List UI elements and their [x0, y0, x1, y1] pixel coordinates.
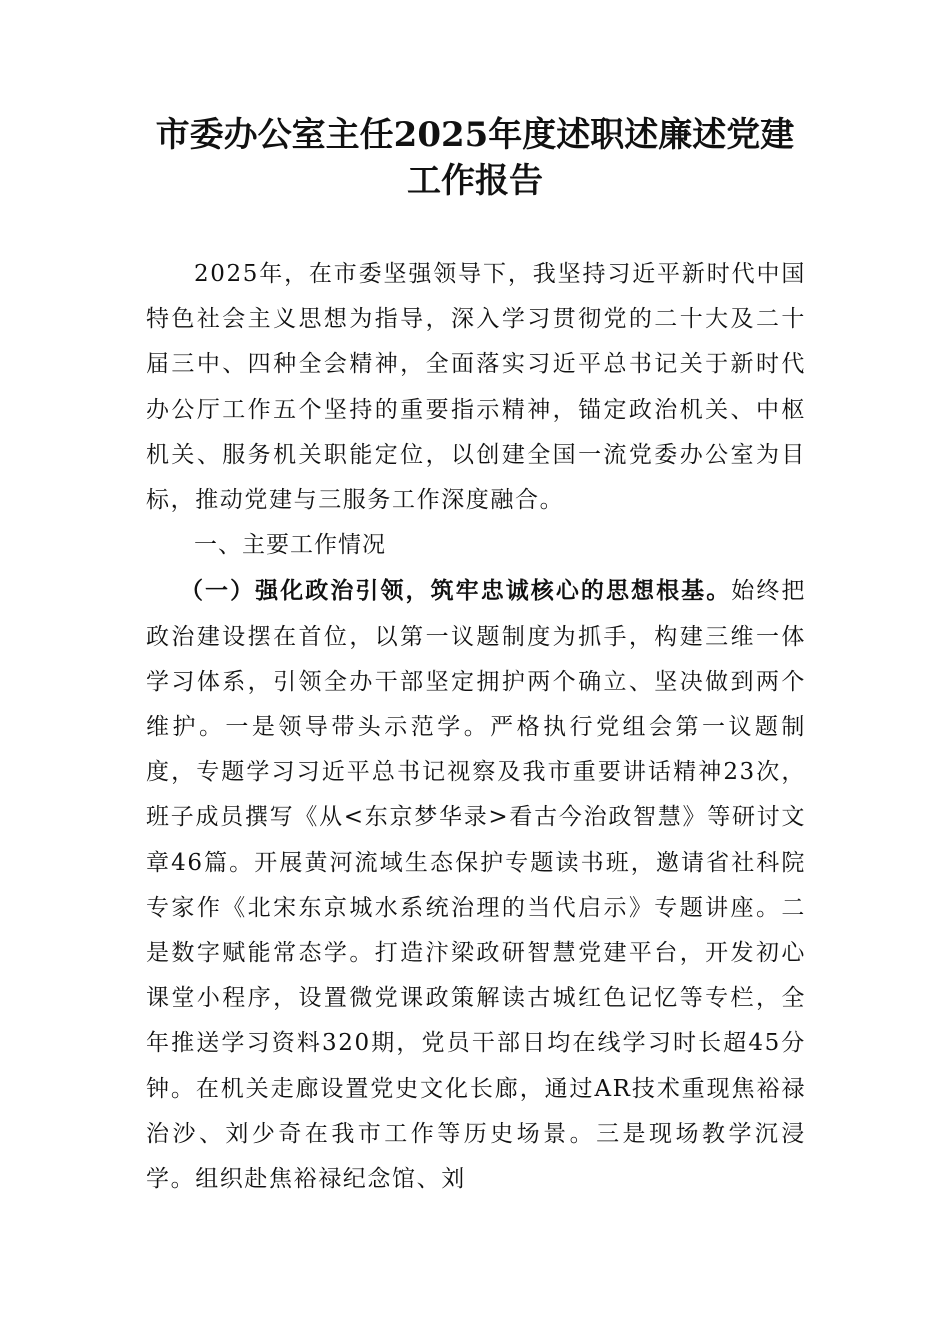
title-line-2: 工作报告 — [407, 161, 543, 201]
title-line-1: 市委办公室主任2025年度述职述廉述党建 — [155, 115, 795, 155]
intro-paragraph: 2025年，在市委坚强领导下，我坚持习近平新时代中国特色社会主义思想为指导，深入学习贯彻党的二十大及二十届三中、四种全会精神，全面落实习近平总书记关于新时代办公厅工作五个坚持的重要指示精神，锚定政治机关、中枢机关、服务机关职能定位，以创建全国一流党委办公室为目标，推动党建与三服务工作深度融合。 — [146, 261, 806, 514]
document-title — [120, 112, 830, 204]
section-heading-1: 一、主要工作情况 — [194, 532, 386, 559]
subsection-body-1: 始终把政治建设摆在首位，以第一议题制度为抓手，构建三维一体学习体系，引领全办干部坚定拥护两个确立、坚决做到两个维护。一是领导带头示范学。严格执行党组会第一议题制度，专题学习习近平总书记视察及我市重要讲话精神23次，班子成员撰写《从<东京梦华录>看古今治政智慧》等研讨文章46篇。开展黄河流域生态保护专题读书班，邀请省社科院专家作《北宋东京城水系统治理的当代启示》专题讲座。二是数字赋能常态学。打造汴梁政研智慧党建平台，开发初心课堂小程序，设置微党课政策解读古城红色记忆等专栏，全年推送学习资料320期，党员干部日均在线学习时长超45分钟。在机关走廊设置党史文化长廊，通过AR技术重现焦裕禄治沙、刘少奇在我市工作等历史场景。三是现场教学沉浸学。组织赴焦裕禄纪念馆、刘 — [146, 578, 806, 1193]
subsection-lead-1: （一）强化政治引领，筑牢忠诚核心的思想根基。 — [180, 577, 732, 605]
document-body — [146, 252, 806, 1202]
subsection-paragraph-1 — [146, 568, 806, 1202]
